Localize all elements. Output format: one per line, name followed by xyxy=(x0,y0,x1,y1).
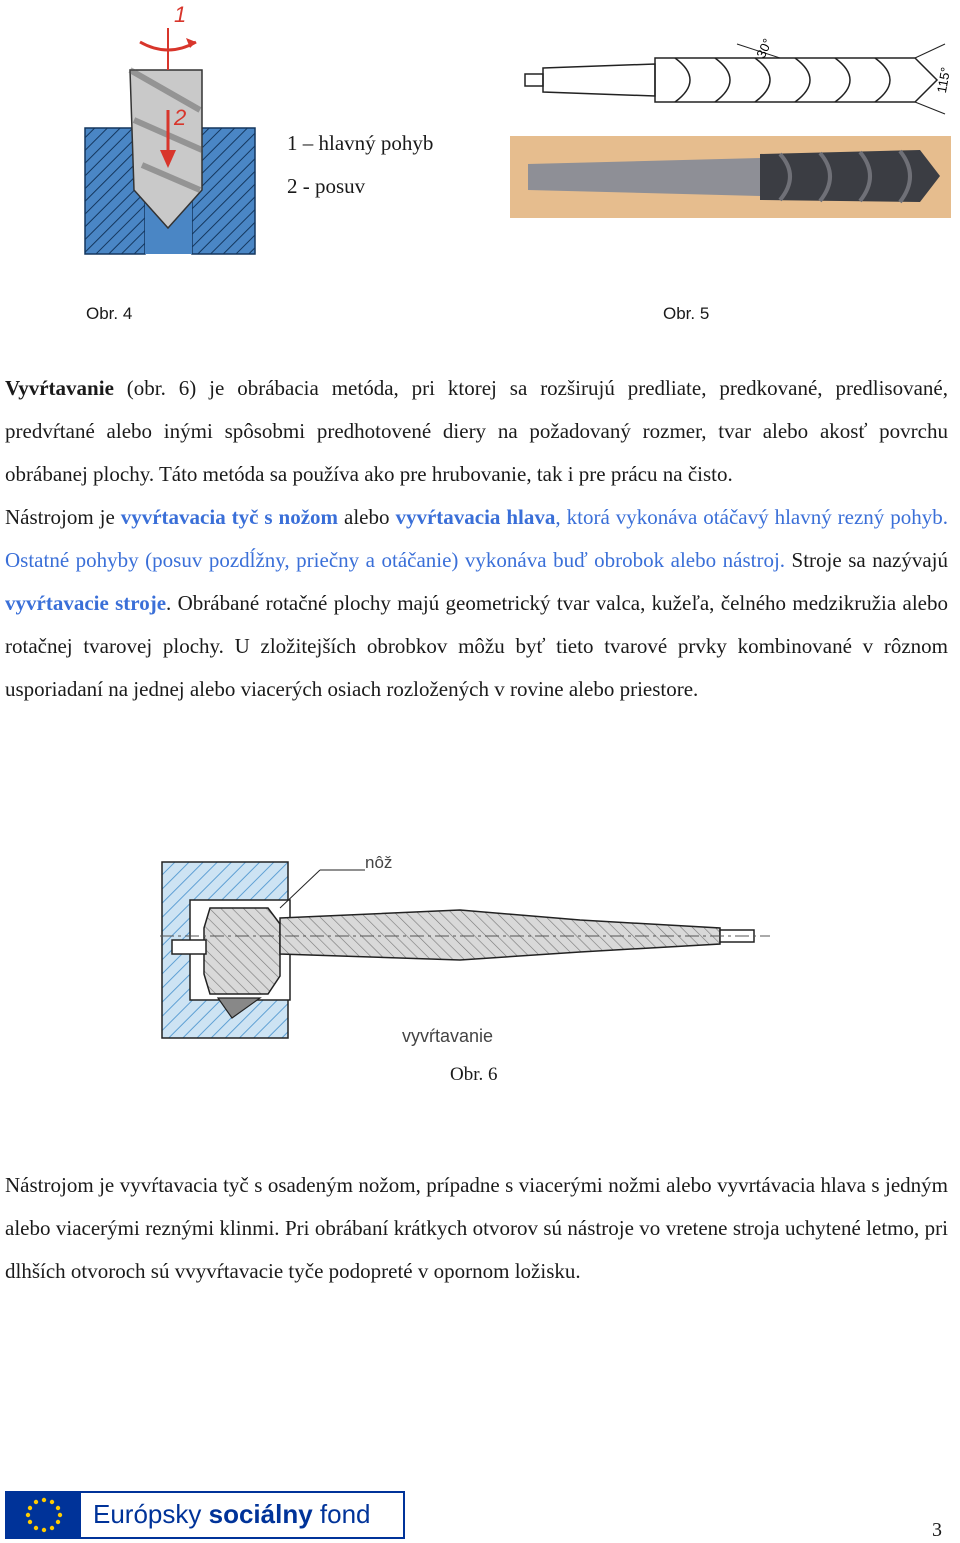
paragraph-1-text-c: alebo xyxy=(338,505,396,529)
paragraph-1-text-a: (obr. 6) je obrábacia metóda, pri ktorej sa rozširujú predliate, predkované, predlisované, predvŕtané alebo inými spôsobmi predhotovené diery na požadovaný rozmer, tvar alebo akosť povrchu obrábanej plochy. Táto metóda sa používa ako pre hrubovanie, tak i pre prácu na čisto. xyxy=(5,376,948,486)
label-boring: vyvŕtavanie xyxy=(402,1026,494,1046)
paragraph-1-text-f: . Obrábané rotačné plochy majú geometrický tvar valca, kužeľa, čelného medzikružia alebo rotačnej tvarovej plochy. U zložitejších obrobkov môžu byť tieto tvarové prvky kombinované v rôznom usporiadaní na jednej alebo viacerých osiach rozložených v rovine alebo priestore. xyxy=(5,591,948,701)
arrow-2-label: 2 xyxy=(174,105,187,130)
figure-4-legend-line-2: 2 - posuv xyxy=(287,174,366,198)
term-boring: Vyvŕtavanie xyxy=(5,376,114,400)
figure-6-caption: Obr. 6 xyxy=(450,1064,498,1085)
figure-4-caption: Obr. 4 xyxy=(86,304,133,323)
angle-30-label: 30° xyxy=(753,36,776,61)
esf-text-regular: Európsky xyxy=(93,1499,209,1529)
paragraph-boring-definition xyxy=(5,367,948,711)
esf-text-end: fond xyxy=(312,1499,371,1529)
esf-text-bold: sociálny xyxy=(208,1499,313,1529)
paragraph-1-text-d: , ktorá vykonáva otáčavý hlavný rezný pohyb. Ostatné pohyby (posuv pozdĺžny, priečny a otáčanie) vykonáva buď obrobok alebo nástroj. xyxy=(5,505,949,572)
paragraph-tools: Nástrojom je vyvŕtavacia tyč s osadeným nožom, prípadne s viacerými nožmi alebo vyvrtávacia hlava s jedným alebo viacerými reznými klinmi. Pri obrábaní krátkych otvorov sú nástroje vo vretene stroja uchytené letmo, pri dlhších otvoroch sú vvyvŕtavacie tyče podopreté v opornom ložisku. xyxy=(5,1173,948,1283)
angle-115-label: 115° xyxy=(933,66,954,95)
paragraph-1-text-e: Stroje sa nazývajú xyxy=(785,548,948,572)
figure-4-legend-line-1: 1 – hlavný pohyb xyxy=(287,131,434,155)
eu-flag-icon xyxy=(7,1493,81,1537)
arrow-1-label: 1 xyxy=(174,2,187,27)
figure-4-drill-diagram xyxy=(82,0,262,260)
label-tool: nôž xyxy=(365,853,393,872)
term-boring-machines: vyvŕtavacie stroje xyxy=(5,591,167,615)
term-boring-head: vyvŕtavacia hlava xyxy=(395,505,556,529)
esf-logo xyxy=(5,1491,405,1539)
paragraph-1-text-b: Nástrojom je xyxy=(5,505,121,529)
figure-6-boring-diagram xyxy=(160,848,820,1053)
page-number: 3 xyxy=(932,1519,942,1541)
term-boring-bar: vyvŕtavacia tyč s nožom xyxy=(120,505,339,529)
esf-logo-text xyxy=(93,1499,371,1530)
figure-5-drill-photo xyxy=(510,136,951,218)
figure-5-drill-drawing xyxy=(505,36,955,116)
figure-5-caption: Obr. 5 xyxy=(663,304,710,323)
